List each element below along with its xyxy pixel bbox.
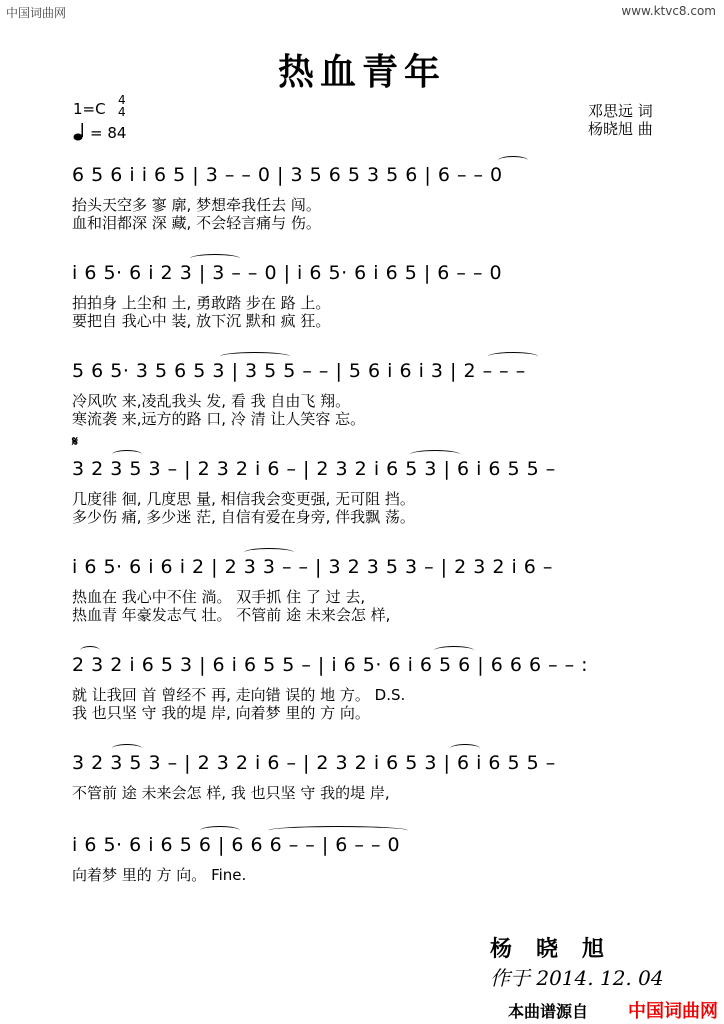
lyrics-verse-1: 几度徘 徊, 几度思 量, 相信我会变更强, 无可阻 挡。 — [72, 490, 415, 508]
song-title: 热血青年 — [277, 51, 446, 93]
notation-line: 3 2 3 5 3 – | 2 3 2 i 6 – | 2 3 2 i 6 5 3 | 6 i 6 5 5 – — [72, 752, 556, 774]
slur-mark — [112, 744, 142, 753]
time-top: 4 — [118, 93, 126, 107]
notation-line: 3 2 3 5 3 – | 2 3 2 i 6 – | 2 3 2 i 6 5 3 | 6 i 6 5 5 – — [72, 458, 556, 480]
lyrics-verse-2: 血和泪都深 深 藏, 不会轻言痛与 伤。 — [72, 214, 321, 232]
notation-line: i 6 5· 6 i 6 i 2 | 2 3 3 – – | 3 2 3 5 3 – | 2 3 2 i 6 – — [72, 556, 553, 578]
lyrics-verse-1: 热血在 我心中不住 淌。 双手抓 住 了 过 去, — [72, 588, 366, 606]
key-signature: 1=C — [73, 100, 106, 118]
notation-line: 5 6 5· 3 5 6 5 3 | 3 5 5 – – | 5 6 i 6 i 3 | 2 – – – — [72, 360, 526, 382]
lyrics-verse-2: 多少伤 痛, 多少迷 茫, 自信有爱在身旁, 伴我飘 荡。 — [72, 508, 415, 526]
slur-mark — [220, 352, 290, 361]
slur-mark — [200, 826, 240, 835]
lyrics-verse-1: 冷风吹 来,凌乱我头 发, 看 我 自由飞 翔。 — [72, 392, 351, 410]
lyrics-verse-2: 我 也只坚 守 我的堤 岸, 向着梦 里的 方 向。 — [72, 704, 370, 722]
segno-icon: 𝄋 — [72, 434, 79, 450]
slur-mark — [190, 254, 240, 263]
lyrics-verse-1: 抬头天空多 寥 廓, 梦想牵我任去 闯。 — [72, 196, 321, 214]
source-site: 中国词曲网 — [628, 1001, 718, 1022]
slur-mark — [488, 352, 538, 361]
slur-mark — [410, 450, 460, 459]
header-site-left: 中国词曲网 — [6, 6, 67, 20]
lyrics-verse-2: 热血青 年豪发志气 壮。 不管前 途 未来会怎 样, — [72, 606, 391, 624]
author-signature: 杨晓旭 — [490, 936, 629, 962]
notation-line: 2 3 2 i 6 5 3 | 6 i 6 5 5 – | i 6 5· 6 i 6 5 6 | 6 6 6 – – : — [72, 654, 589, 676]
slur-mark — [434, 646, 474, 655]
header-site-right: www.ktvc8.com — [621, 4, 716, 18]
slur-mark — [112, 450, 142, 459]
slur-mark — [244, 548, 294, 557]
lyrics-verse-1: 拍拍身 上尘和 土, 勇敢踏 步在 路 上。 — [72, 294, 331, 312]
slur-mark — [80, 646, 100, 655]
lyrics-verse-2: 要把自 我心中 装, 放下沉 默和 疯 狂。 — [72, 312, 331, 330]
time-signature — [118, 94, 126, 118]
composition-date: 作于 2014. 12. 04 — [490, 966, 664, 990]
notation-line: i 6 5· 6 i 6 5 6 | 6 6 6 – – | 6 – – 0 — [72, 834, 401, 856]
slur-mark — [450, 744, 480, 753]
notation-line: 6 5 6 i i 6 5 | 3 – – 0 | 3 5 6 5 3 5 6 | 6 – – 0 — [72, 164, 503, 186]
slur-mark — [268, 826, 408, 835]
notation-line: i 6 5· 6 i 2 3 | 3 – – 0 | i 6 5· 6 i 6 5 | 6 – – 0 — [72, 262, 503, 284]
time-bottom: 4 — [118, 105, 126, 119]
quarter-note-icon — [73, 122, 85, 142]
lyrics-verse-1: 向着梦 里的 方 向。 Fine. — [72, 866, 247, 884]
lyrics-verse-1: 就 让我回 首 曾经不 再, 走向错 误的 地 方。 D.S. — [72, 686, 406, 704]
composer-credit: 杨晓旭 曲 — [588, 120, 653, 138]
slur-mark — [498, 156, 528, 165]
lyrics-verse-1: 不管前 途 未来会怎 样, 我 也只坚 守 我的堤 岸, — [72, 784, 390, 802]
lyricist-credit: 邓思远 词 — [588, 102, 653, 120]
tempo: = 84 — [90, 124, 127, 142]
lyrics-verse-2: 寒流袭 来,远方的路 口, 冷 清 让人笑容 忘。 — [72, 410, 366, 428]
source-label: 本曲谱源自 — [508, 1002, 589, 1021]
